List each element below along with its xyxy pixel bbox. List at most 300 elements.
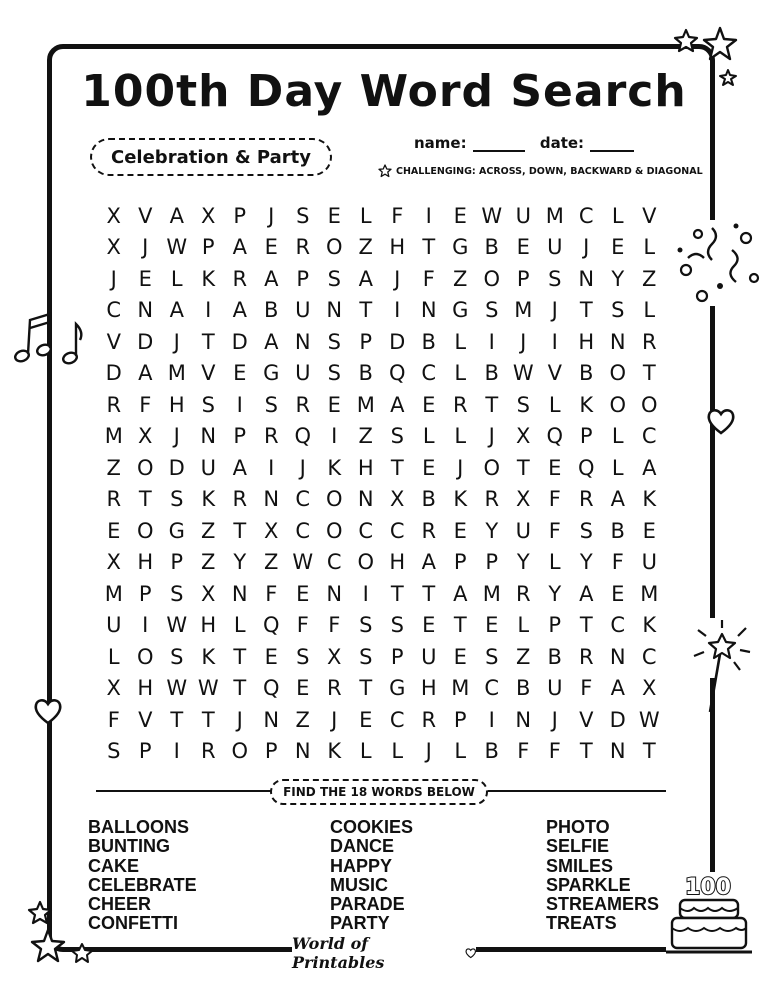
grid-letter[interactable]: H (168, 392, 185, 417)
grid-letter[interactable]: T (359, 298, 373, 323)
grid-letter[interactable]: T (390, 455, 404, 480)
grid-letter[interactable]: R (106, 392, 122, 417)
grid-letter[interactable]: U (421, 644, 437, 669)
grid-letter[interactable]: T (516, 455, 530, 480)
grid-letter[interactable]: E (296, 676, 310, 701)
grid-letter[interactable]: D (609, 707, 626, 732)
grid-letter[interactable]: K (327, 455, 342, 480)
grid-letter[interactable]: J (551, 298, 558, 323)
grid-letter[interactable]: A (169, 298, 184, 323)
grid-letter[interactable]: Z (516, 644, 531, 669)
grid-letter[interactable]: E (422, 392, 436, 417)
grid-letter[interactable]: D (231, 329, 248, 354)
grid-letter[interactable]: D (137, 329, 154, 354)
grid-letter[interactable]: W (638, 707, 660, 732)
grid-letter[interactable]: J (425, 739, 432, 764)
grid-letter[interactable]: P (359, 329, 373, 354)
grid-letter[interactable]: Z (264, 550, 279, 575)
grid-letter[interactable]: E (327, 392, 341, 417)
grid-letter[interactable]: O (136, 455, 154, 480)
grid-letter[interactable]: Y (485, 518, 499, 543)
grid-letter[interactable]: O (609, 392, 627, 417)
grid-letter[interactable]: W (166, 613, 188, 638)
grid-letter[interactable]: T (579, 613, 593, 638)
grid-letter[interactable]: A (453, 581, 468, 606)
grid-letter[interactable]: L (359, 739, 372, 764)
grid-letter[interactable]: A (232, 455, 247, 480)
grid-letter[interactable]: I (268, 455, 275, 480)
grid-letter[interactable]: A (232, 298, 247, 323)
grid-letter[interactable]: W (166, 676, 188, 701)
grid-letter[interactable]: O (483, 455, 501, 480)
grid-letter[interactable]: C (295, 518, 311, 543)
grid-letter[interactable]: T (233, 518, 247, 543)
grid-letter[interactable]: D (105, 361, 122, 386)
grid-letter[interactable]: E (359, 707, 373, 732)
grid-letter[interactable]: L (611, 424, 624, 449)
grid-letter[interactable]: E (327, 203, 341, 228)
grid-letter[interactable]: M (482, 581, 501, 606)
grid-letter[interactable]: X (138, 424, 153, 449)
grid-letter[interactable]: B (421, 487, 436, 512)
grid-letter[interactable]: A (232, 235, 247, 260)
grid-letter[interactable]: C (641, 644, 657, 669)
grid-letter[interactable]: E (138, 266, 152, 291)
grid-letter[interactable]: H (420, 676, 437, 701)
grid-letter[interactable]: R (295, 392, 311, 417)
grid-letter[interactable]: L (233, 613, 246, 638)
grid-letter[interactable]: J (268, 203, 275, 228)
grid-letter[interactable]: J (520, 329, 527, 354)
grid-letter[interactable]: V (579, 707, 594, 732)
grid-letter[interactable]: O (325, 518, 343, 543)
grid-letter[interactable]: I (551, 329, 558, 354)
grid-letter[interactable]: Q (546, 424, 564, 449)
grid-letter[interactable]: S (327, 361, 341, 386)
grid-letter[interactable]: W (292, 550, 314, 575)
grid-letter[interactable]: X (390, 487, 405, 512)
grid-letter[interactable]: J (457, 455, 464, 480)
grid-letter[interactable]: X (201, 203, 216, 228)
grid-letter[interactable]: S (359, 613, 373, 638)
grid-letter[interactable]: F (296, 613, 309, 638)
grid-letter[interactable]: A (610, 676, 625, 701)
grid-letter[interactable]: R (232, 487, 248, 512)
grid-letter[interactable]: W (481, 203, 503, 228)
grid-letter[interactable]: M (104, 424, 123, 449)
grid-letter[interactable]: A (264, 329, 279, 354)
grid-letter[interactable]: M (104, 581, 123, 606)
grid-letter[interactable]: U (547, 676, 563, 701)
grid-letter[interactable]: T (170, 707, 184, 732)
grid-letter[interactable]: E (611, 581, 625, 606)
grid-letter[interactable]: E (516, 235, 530, 260)
grid-letter[interactable]: A (358, 266, 373, 291)
grid-letter[interactable]: M (640, 581, 659, 606)
grid-letter[interactable]: N (326, 298, 343, 323)
grid-letter[interactable]: C (358, 518, 374, 543)
grid-letter[interactable]: B (358, 361, 373, 386)
grid-letter[interactable]: N (609, 329, 626, 354)
grid-letter[interactable]: N (609, 644, 626, 669)
grid-letter[interactable]: P (233, 203, 247, 228)
grid-letter[interactable]: R (295, 235, 311, 260)
grid-letter[interactable]: E (422, 455, 436, 480)
grid-letter[interactable]: I (205, 298, 212, 323)
grid-letter[interactable]: N (137, 298, 154, 323)
grid-letter[interactable]: H (389, 235, 406, 260)
grid-letter[interactable]: H (578, 329, 595, 354)
grid-letter[interactable]: C (389, 518, 405, 543)
grid-letter[interactable]: Q (262, 613, 280, 638)
grid-letter[interactable]: L (170, 266, 183, 291)
grid-letter[interactable]: L (548, 392, 561, 417)
grid-letter[interactable]: H (137, 550, 154, 575)
grid-letter[interactable]: U (515, 203, 531, 228)
grid-letter[interactable]: H (200, 613, 217, 638)
grid-letter[interactable]: S (327, 329, 341, 354)
grid-letter[interactable]: V (201, 361, 216, 386)
grid-letter[interactable]: A (610, 487, 625, 512)
grid-letter[interactable]: F (611, 550, 624, 575)
grid-letter[interactable]: Z (642, 266, 657, 291)
grid-letter[interactable]: O (136, 518, 154, 543)
grid-letter[interactable]: A (264, 266, 279, 291)
grid-letter[interactable]: J (173, 424, 180, 449)
grid-letter[interactable]: C (295, 487, 311, 512)
grid-letter[interactable]: H (137, 676, 154, 701)
grid-letter[interactable]: I (362, 581, 369, 606)
grid-letter[interactable]: P (138, 739, 152, 764)
grid-letter[interactable]: K (327, 739, 342, 764)
grid-letter[interactable]: F (328, 613, 341, 638)
grid-letter[interactable]: F (265, 581, 278, 606)
grid-letter[interactable]: T (642, 361, 656, 386)
grid-letter[interactable]: P (296, 266, 310, 291)
grid-letter[interactable]: Z (201, 550, 216, 575)
grid-letter[interactable]: T (138, 487, 152, 512)
grid-letter[interactable]: P (170, 550, 184, 575)
grid-letter[interactable]: E (453, 644, 467, 669)
grid-letter[interactable]: Q (577, 455, 595, 480)
grid-letter[interactable]: M (167, 361, 186, 386)
grid-letter[interactable]: S (170, 487, 184, 512)
grid-letter[interactable]: G (452, 235, 469, 260)
grid-letter[interactable]: R (578, 644, 594, 669)
grid-letter[interactable]: C (610, 613, 626, 638)
grid-letter[interactable]: N (609, 739, 626, 764)
grid-letter[interactable]: X (106, 676, 121, 701)
grid-letter[interactable]: T (422, 235, 436, 260)
grid-letter[interactable]: E (233, 361, 247, 386)
grid-letter[interactable]: Q (388, 361, 406, 386)
grid-letter[interactable]: L (454, 361, 467, 386)
grid-letter[interactable]: L (643, 298, 656, 323)
grid-letter[interactable]: U (200, 455, 216, 480)
grid-letter[interactable]: P (579, 424, 593, 449)
grid-letter[interactable]: B (484, 235, 499, 260)
grid-letter[interactable]: K (579, 392, 594, 417)
grid-letter[interactable]: F (107, 707, 120, 732)
grid-letter[interactable]: W (197, 676, 219, 701)
grid-letter[interactable]: E (422, 613, 436, 638)
date-blank[interactable] (590, 138, 634, 152)
grid-letter[interactable]: K (201, 644, 216, 669)
grid-letter[interactable]: J (488, 424, 495, 449)
grid-letter[interactable]: E (485, 613, 499, 638)
grid-letter[interactable]: L (454, 739, 467, 764)
grid-letter[interactable]: I (488, 329, 495, 354)
grid-letter[interactable]: L (548, 550, 561, 575)
grid-letter[interactable]: C (326, 550, 342, 575)
grid-letter[interactable]: L (391, 739, 404, 764)
grid-letter[interactable]: R (232, 266, 248, 291)
grid-letter[interactable]: E (107, 518, 121, 543)
grid-letter[interactable]: L (359, 203, 372, 228)
grid-letter[interactable]: E (264, 644, 278, 669)
grid-letter[interactable]: O (483, 266, 501, 291)
grid-letter[interactable]: F (548, 487, 561, 512)
grid-letter[interactable]: O (325, 487, 343, 512)
grid-letter[interactable]: S (516, 392, 530, 417)
grid-letter[interactable]: S (485, 298, 499, 323)
grid-letter[interactable]: S (170, 581, 184, 606)
grid-letter[interactable]: K (642, 613, 657, 638)
grid-letter[interactable]: O (357, 550, 375, 575)
grid-letter[interactable]: U (547, 235, 563, 260)
grid-letter[interactable]: A (169, 203, 184, 228)
grid-letter[interactable]: U (641, 550, 657, 575)
grid-letter[interactable]: Z (453, 266, 468, 291)
grid-letter[interactable]: M (545, 203, 564, 228)
grid-letter[interactable]: J (173, 329, 180, 354)
grid-letter[interactable]: L (454, 424, 467, 449)
grid-letter[interactable]: N (420, 298, 437, 323)
grid-letter[interactable]: T (233, 644, 247, 669)
grid-letter[interactable]: Z (295, 707, 310, 732)
grid-letter[interactable]: M (356, 392, 375, 417)
grid-letter[interactable]: N (326, 581, 343, 606)
grid-letter[interactable]: T (233, 676, 247, 701)
grid-letter[interactable]: R (326, 676, 342, 701)
grid-letter[interactable]: C (484, 676, 500, 701)
grid-letter[interactable]: O (136, 644, 154, 669)
grid-letter[interactable]: C (106, 298, 122, 323)
grid-letter[interactable]: J (331, 707, 338, 732)
grid-letter[interactable]: S (390, 424, 404, 449)
grid-letter[interactable]: F (422, 266, 435, 291)
grid-letter[interactable]: F (548, 739, 561, 764)
grid-letter[interactable]: S (359, 644, 373, 669)
grid-letter[interactable]: N (578, 266, 595, 291)
grid-letter[interactable]: P (516, 266, 530, 291)
grid-letter[interactable]: O (640, 392, 658, 417)
grid-letter[interactable]: S (611, 298, 625, 323)
grid-letter[interactable]: P (201, 235, 215, 260)
grid-letter[interactable]: T (359, 676, 373, 701)
grid-letter[interactable]: S (390, 613, 404, 638)
grid-letter[interactable]: D (168, 455, 185, 480)
grid-letter[interactable]: E (453, 518, 467, 543)
grid-letter[interactable]: K (201, 487, 216, 512)
grid-letter[interactable]: M (451, 676, 470, 701)
grid-letter[interactable]: X (106, 203, 121, 228)
grid-letter[interactable]: X (106, 550, 121, 575)
grid-letter[interactable]: Y (233, 550, 247, 575)
grid-letter[interactable]: X (642, 676, 657, 701)
grid-letter[interactable]: Y (548, 581, 562, 606)
grid-letter[interactable]: B (484, 361, 499, 386)
grid-letter[interactable]: Z (201, 518, 216, 543)
grid-letter[interactable]: N (357, 487, 374, 512)
grid-letter[interactable]: S (201, 392, 215, 417)
grid-letter[interactable]: E (264, 235, 278, 260)
grid-letter[interactable]: X (264, 518, 279, 543)
grid-letter[interactable]: R (421, 707, 437, 732)
grid-letter[interactable]: V (106, 329, 121, 354)
grid-letter[interactable]: N (200, 424, 217, 449)
grid-letter[interactable]: R (200, 739, 216, 764)
grid-letter[interactable]: I (394, 298, 401, 323)
grid-letter[interactable]: B (579, 361, 594, 386)
grid-letter[interactable]: A (579, 581, 594, 606)
grid-letter[interactable]: S (296, 203, 310, 228)
grid-letter[interactable]: T (201, 329, 215, 354)
grid-letter[interactable]: D (389, 329, 406, 354)
grid-letter[interactable]: N (294, 329, 311, 354)
grid-letter[interactable]: G (168, 518, 185, 543)
grid-letter[interactable]: E (611, 235, 625, 260)
grid-letter[interactable]: U (295, 298, 311, 323)
grid-letter[interactable]: S (264, 392, 278, 417)
grid-letter[interactable]: Z (358, 235, 373, 260)
grid-letter[interactable]: N (294, 739, 311, 764)
grid-letter[interactable]: Z (106, 455, 121, 480)
grid-letter[interactable]: C (578, 203, 594, 228)
grid-letter[interactable]: E (642, 518, 656, 543)
grid-letter[interactable]: C (389, 707, 405, 732)
grid-letter[interactable]: R (641, 329, 657, 354)
grid-letter[interactable]: S (485, 644, 499, 669)
grid-letter[interactable]: L (611, 203, 624, 228)
grid-letter[interactable]: R (578, 487, 594, 512)
grid-letter[interactable]: K (201, 266, 216, 291)
grid-letter[interactable]: P (548, 613, 562, 638)
grid-letter[interactable]: P (453, 707, 467, 732)
grid-letter[interactable]: J (551, 707, 558, 732)
grid-letter[interactable]: R (421, 518, 437, 543)
grid-letter[interactable]: U (295, 361, 311, 386)
grid-letter[interactable]: Y (579, 550, 593, 575)
grid-letter[interactable]: R (452, 392, 468, 417)
grid-letter[interactable]: S (170, 644, 184, 669)
grid-letter[interactable]: R (484, 487, 500, 512)
grid-letter[interactable]: T (485, 392, 499, 417)
grid-letter[interactable]: F (548, 518, 561, 543)
grid-letter[interactable]: S (296, 644, 310, 669)
grid-letter[interactable]: E (296, 581, 310, 606)
grid-letter[interactable]: C (641, 424, 657, 449)
grid-letter[interactable]: L (454, 329, 467, 354)
grid-letter[interactable]: T (579, 739, 593, 764)
grid-letter[interactable]: O (231, 739, 249, 764)
grid-letter[interactable]: X (516, 424, 531, 449)
grid-letter[interactable]: J (299, 455, 306, 480)
grid-letter[interactable]: P (453, 550, 467, 575)
grid-letter[interactable]: P (390, 644, 404, 669)
grid-letter[interactable]: T (579, 298, 593, 323)
grid-letter[interactable]: B (484, 739, 499, 764)
grid-letter[interactable]: G (263, 361, 280, 386)
grid-letter[interactable]: S (327, 266, 341, 291)
grid-letter[interactable]: V (138, 203, 153, 228)
grid-letter[interactable]: L (643, 235, 656, 260)
grid-letter[interactable]: O (609, 361, 627, 386)
grid-letter[interactable]: T (390, 581, 404, 606)
grid-letter[interactable]: T (642, 739, 656, 764)
grid-letter[interactable]: T (201, 707, 215, 732)
grid-letter[interactable]: F (580, 676, 593, 701)
grid-letter[interactable]: S (579, 518, 593, 543)
grid-letter[interactable]: P (233, 424, 247, 449)
grid-letter[interactable]: L (517, 613, 530, 638)
grid-letter[interactable]: Y (516, 550, 530, 575)
name-blank[interactable] (473, 138, 525, 152)
grid-letter[interactable]: V (642, 203, 657, 228)
grid-letter[interactable]: P (264, 739, 278, 764)
grid-letter[interactable]: H (357, 455, 374, 480)
grid-letter[interactable]: V (547, 361, 562, 386)
grid-letter[interactable]: I (331, 424, 338, 449)
grid-letter[interactable]: F (391, 203, 404, 228)
grid-letter[interactable]: J (236, 707, 243, 732)
grid-letter[interactable]: U (515, 518, 531, 543)
grid-letter[interactable]: Y (611, 266, 625, 291)
grid-letter[interactable]: V (138, 707, 153, 732)
grid-letter[interactable]: X (201, 581, 216, 606)
grid-letter[interactable]: R (263, 424, 279, 449)
grid-letter[interactable]: U (106, 613, 122, 638)
grid-letter[interactable]: J (142, 235, 149, 260)
grid-letter[interactable]: N (263, 487, 280, 512)
grid-letter[interactable]: N (231, 581, 248, 606)
grid-letter[interactable]: A (390, 392, 405, 417)
grid-letter[interactable]: K (453, 487, 468, 512)
grid-letter[interactable]: M (514, 298, 533, 323)
grid-letter[interactable]: X (516, 487, 531, 512)
grid-letter[interactable]: T (453, 613, 467, 638)
grid-letter[interactable]: B (547, 644, 562, 669)
grid-letter[interactable]: C (421, 361, 437, 386)
grid-letter[interactable]: Q (294, 424, 312, 449)
grid-letter[interactable]: B (516, 676, 531, 701)
grid-letter[interactable]: L (107, 644, 120, 669)
grid-letter[interactable]: F (517, 739, 530, 764)
grid-letter[interactable]: N (263, 707, 280, 732)
grid-letter[interactable]: J (583, 235, 590, 260)
grid-letter[interactable]: J (110, 266, 117, 291)
grid-letter[interactable]: I (173, 739, 180, 764)
grid-letter[interactable]: A (642, 455, 657, 480)
grid-letter[interactable]: W (166, 235, 188, 260)
grid-letter[interactable]: E (548, 455, 562, 480)
grid-letter[interactable]: K (642, 487, 657, 512)
grid-letter[interactable]: Z (358, 424, 373, 449)
grid-letter[interactable]: I (488, 707, 495, 732)
grid-letter[interactable]: G (389, 676, 406, 701)
grid-letter[interactable]: S (107, 739, 121, 764)
grid-letter[interactable]: I (142, 613, 149, 638)
